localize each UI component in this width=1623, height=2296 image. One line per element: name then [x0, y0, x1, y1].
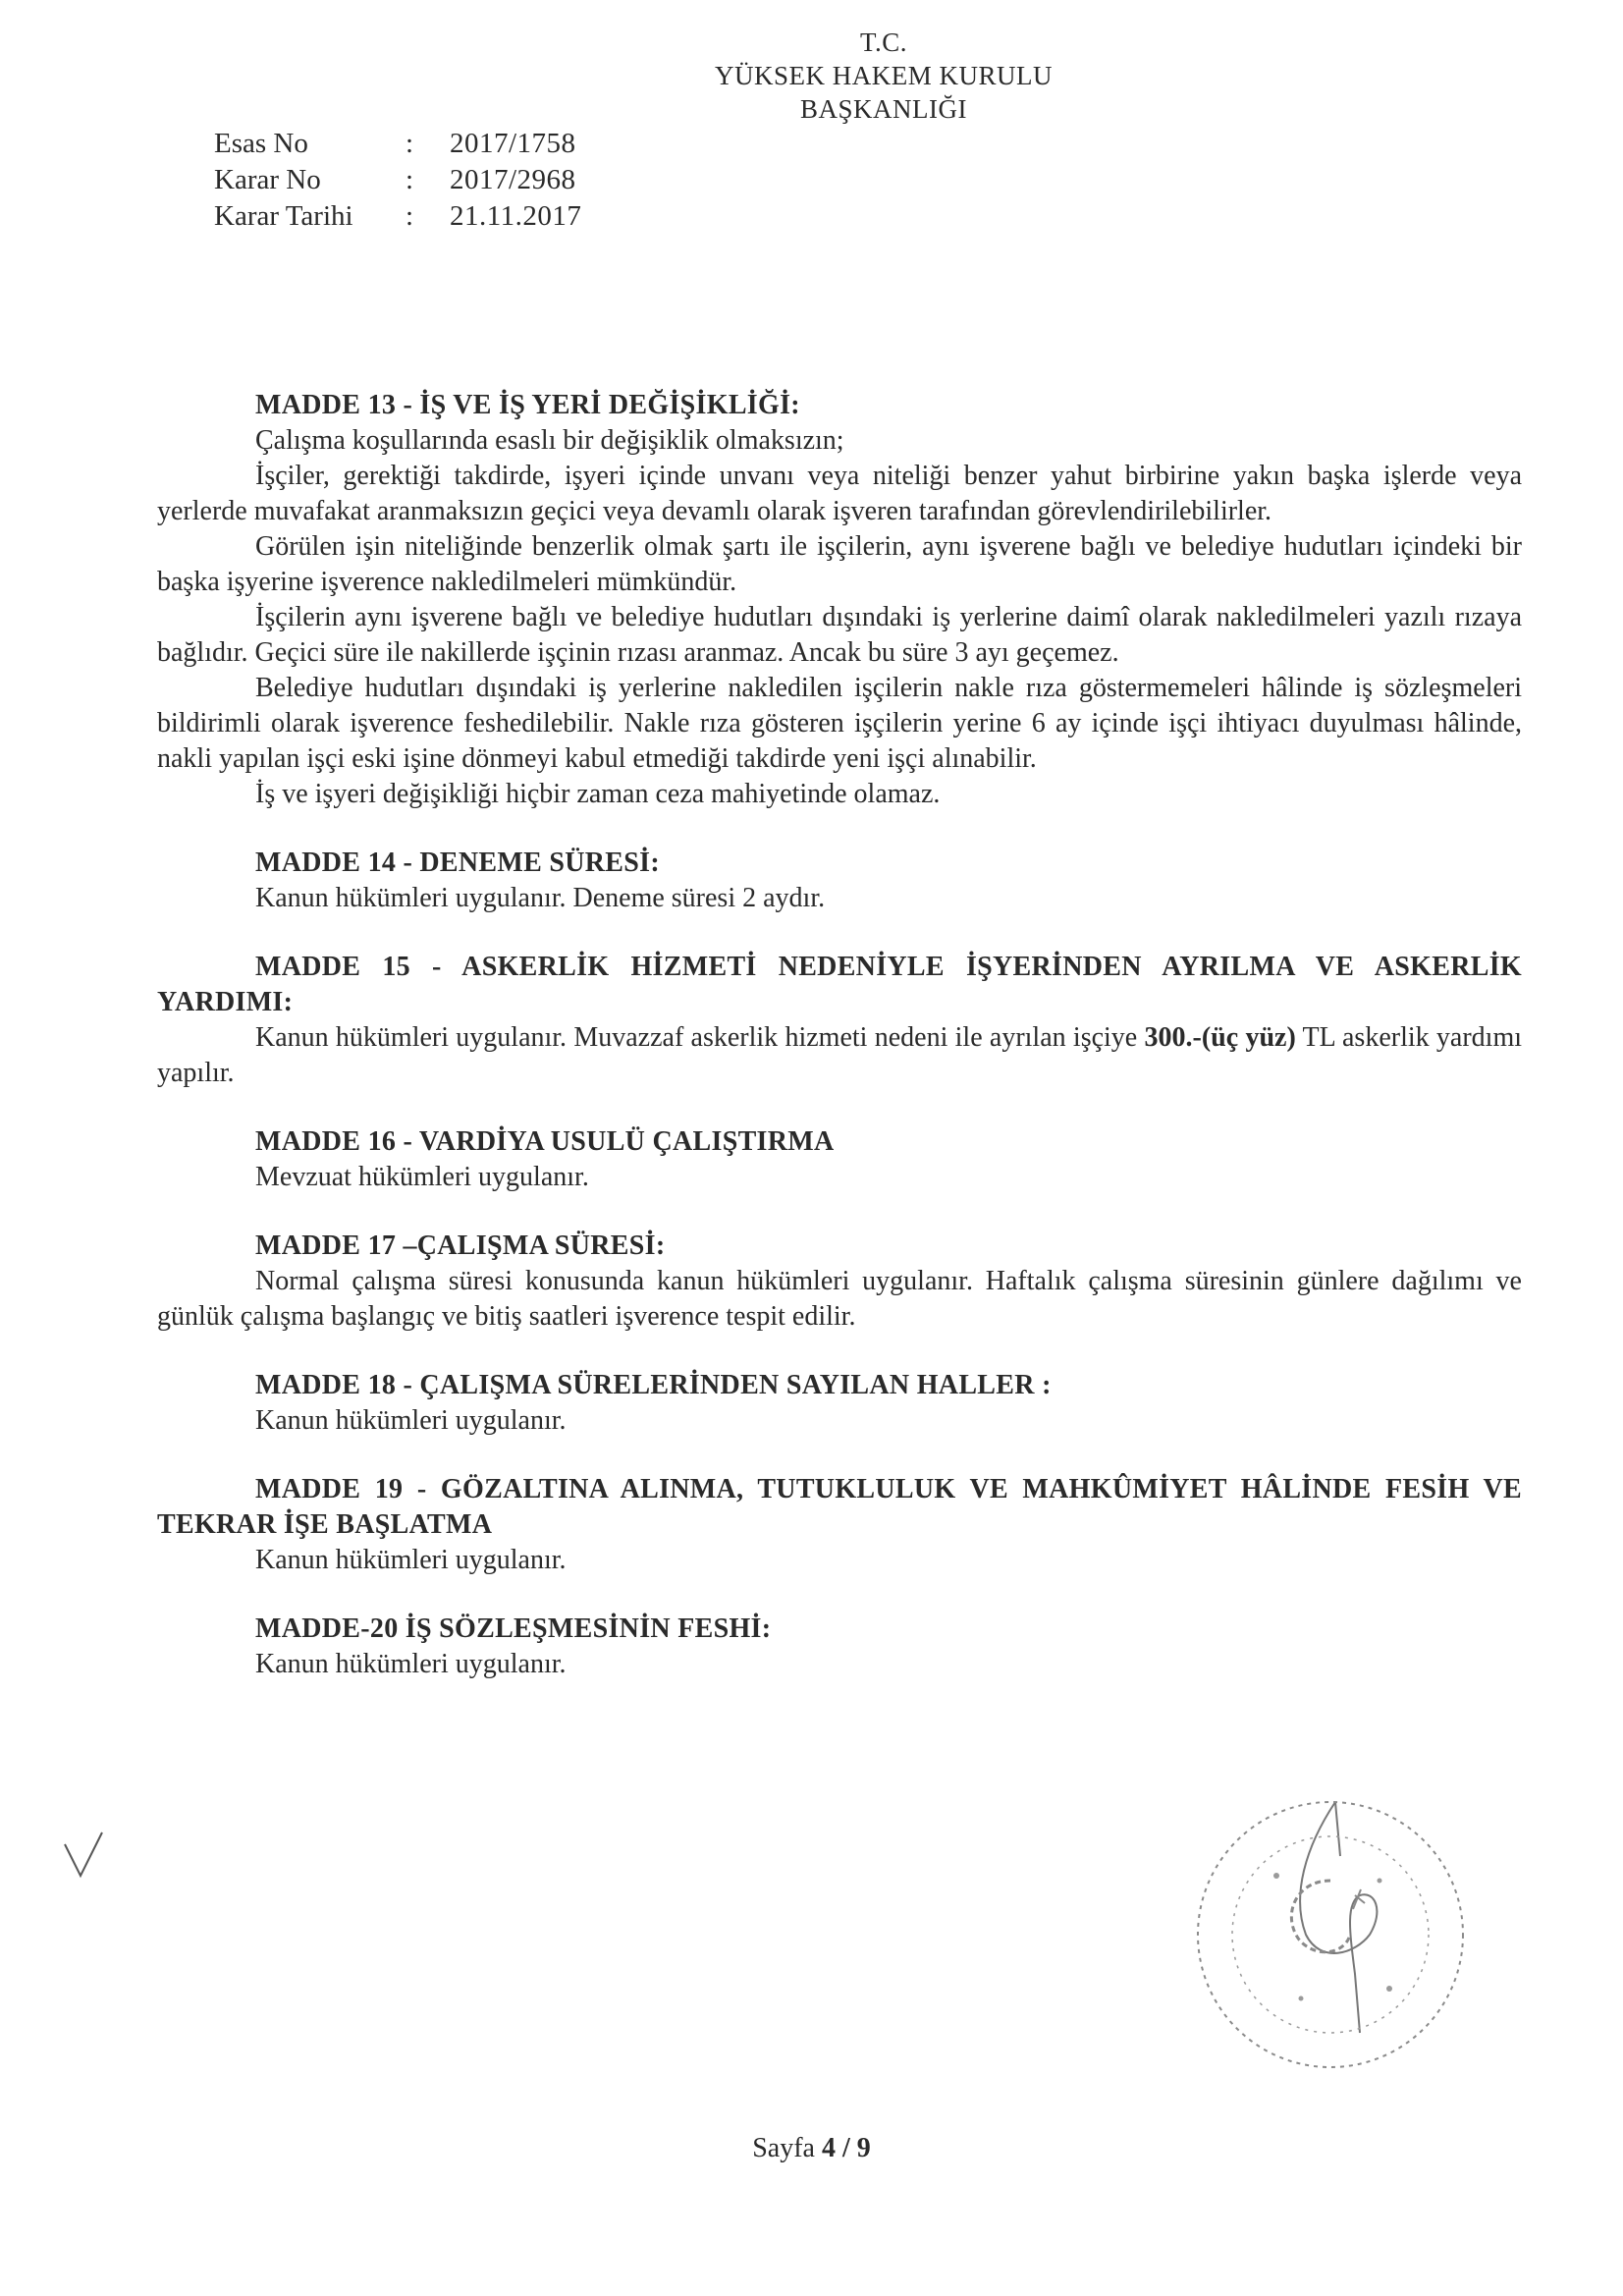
margin-checkmark-icon [59, 1827, 118, 1895]
meta-value: 2017/2968 [450, 164, 576, 195]
meta-label: Karar No [214, 164, 321, 195]
article-title: MADDE 15 - ASKERLİK HİZMETİ NEDENİYLE İŞYERİNDEN AYRILMA VE ASKERLİK YARDIMI: [157, 952, 1522, 1017]
meta-row-esas [214, 126, 581, 162]
meta-label: Karar Tarihi [214, 200, 353, 232]
article-title: MADDE 17 –ÇALIŞMA SÜRESİ: [255, 1230, 666, 1261]
header-presidency: BAŞKANLIĞI [800, 94, 967, 124]
meta-label: Esas No [214, 128, 308, 159]
meta-colon: : [406, 128, 414, 159]
meta-value: 21.11.2017 [450, 200, 582, 232]
article-title: MADDE 14 - DENEME SÜRESİ: [255, 847, 660, 878]
article-17 [157, 1229, 1522, 1335]
document-body [157, 388, 1522, 1716]
article-paragraph: Mevzuat hükümleri uygulanır. [255, 1162, 589, 1192]
header-institution: YÜKSEK HAKEM KURULU [715, 61, 1053, 90]
article-paragraph: Kanun hükümleri uygulanır. [255, 1405, 567, 1436]
article-20 [157, 1612, 1522, 1682]
article-paragraph: Normal çalışma süresi konusunda kanun hükümleri uygulanır. Haftalık çalışma süresinin günlere dağılımı ve günlük çalışma başlangıç ve bitiş saatleri işverence tespit edilir. [157, 1266, 1522, 1332]
meta-colon: : [406, 200, 414, 232]
meta-row-karar [214, 162, 581, 198]
article-13 [157, 388, 1522, 812]
article-title: MADDE 16 - VARDİYA USULÜ ÇALIŞTIRMA [255, 1126, 835, 1157]
article-title: MADDE 19 - GÖZALTINA ALINMA, TUTUKLULUK VE MAHKÛMİYET HÂLİNDE FESİH VE TEKRAR İŞE BAŞLATMA [157, 1474, 1522, 1540]
allowance-amount: 300.-(üç yüz) [1144, 1022, 1296, 1053]
article-title: MADDE 18 - ÇALIŞMA SÜRELERİNDEN SAYILAN HALLER : [255, 1370, 1052, 1400]
official-stamp-icon [1183, 1787, 1478, 2082]
article-19 [157, 1472, 1522, 1578]
article-15 [157, 950, 1522, 1091]
article-16 [157, 1124, 1522, 1195]
article-paragraph [157, 1020, 1522, 1091]
institution-header [589, 26, 1178, 126]
article-paragraph: Kanun hükümleri uygulanır. [255, 1545, 567, 1575]
article-paragraph: İşçiler, gerektiği takdirde, işyeri içinde unvanı veya niteliği benzer yahut birbirine yakın başka işlerde veya yerlerde muvafakat aranmaksızın geçici veya devamlı olarak işveren tarafından görevlendirilebilirler. [157, 461, 1522, 526]
article-paragraph: İş ve işyeri değişikliği hiçbir zaman ceza mahiyetinde olamaz. [255, 779, 941, 809]
page-label: Sayfa [752, 2133, 815, 2163]
article-18 [157, 1368, 1522, 1439]
meta-row-tarih [214, 198, 581, 235]
page-number: 4 / 9 [821, 2133, 871, 2163]
paragraph-text: TL askerlik yardımı yapılır. [157, 1022, 1523, 1088]
case-meta [214, 126, 581, 235]
meta-value: 2017/1758 [450, 128, 576, 159]
paragraph-text: Kanun hükümleri uygulanır. Muvazzaf askerlik hizmeti nedeni ile ayrılan işçiye [255, 1022, 1145, 1053]
page-footer [0, 2133, 1623, 2164]
article-paragraph: Belediye hudutları dışındaki iş yerlerine nakledilen işçilerin nakle rıza göstermemeleri hâlinde iş sözleşmeleri bildirimli olarak işverence feshedilebilir. Nakle rıza gösteren işçilerin yerine 6 ay içinde işçi ihtiyacı duyulması hâlinde, nakli yapılan işçi eski işine dönmeyi kabul etmediği takdirde yeni işçi alınabilir. [157, 673, 1522, 774]
article-paragraph: Kanun hükümleri uygulanır. [255, 1649, 567, 1679]
article-paragraph: Çalışma koşullarında esaslı bir değişiklik olmaksızın; [255, 425, 844, 456]
meta-colon: : [406, 164, 414, 195]
article-paragraph: İşçilerin aynı işverene bağlı ve belediye hudutları dışındaki iş yerlerine daimî olarak nakledilmeleri yazılı rızaya bağlıdır. Geçici süre ile nakillerde işçinin rızası aranmaz. Ancak bu süre 3 ayı geçemez. [157, 602, 1522, 668]
article-title: MADDE-20 İŞ SÖZLEŞMESİNİN FESHİ: [255, 1613, 772, 1644]
article-title: MADDE 13 - İŞ VE İŞ YERİ DEĞİŞİKLİĞİ: [255, 390, 800, 420]
header-tc: T.C. [860, 27, 907, 57]
article-14 [157, 846, 1522, 916]
article-paragraph: Kanun hükümleri uygulanır. Deneme süresi 2 aydır. [255, 883, 826, 913]
article-paragraph: Görülen işin niteliğinde benzerlik olmak şartı ile işçilerin, aynı işverene bağlı ve belediye hudutları içindeki bir başka işyerine işverence nakledilmeleri mümkündür. [157, 531, 1522, 597]
